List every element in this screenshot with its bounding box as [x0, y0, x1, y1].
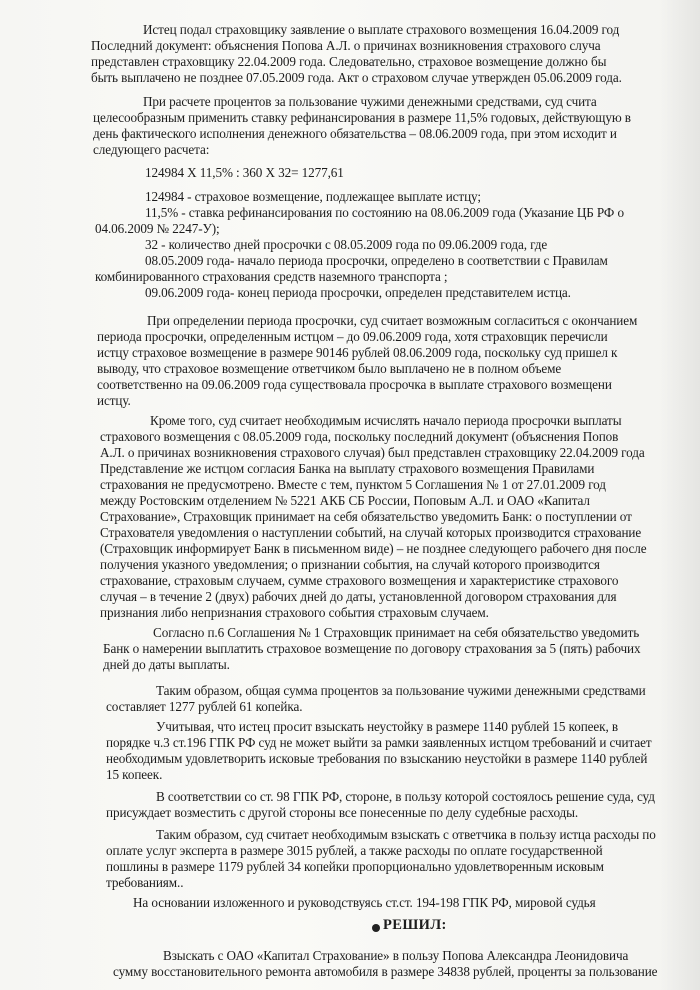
- text-line: оплате услуг эксперта в размере 3015 рублей, а также расходы по оплате государственной: [106, 843, 603, 858]
- text-line: 04.06.2009 № 2247-У);: [95, 221, 220, 236]
- text-line: случая – в течение 2 (двух) рабочих дней до даты, установленной договором страхования для: [100, 589, 617, 604]
- text-line: Согласно п.6 Соглашения № 1 Страховщик принимает на себя обязательство уведомить: [153, 625, 640, 640]
- text-line: дней до даты выплаты.: [103, 657, 230, 672]
- decision-heading: РЕШИЛ:: [383, 917, 447, 933]
- text-line: составляет 1277 рублей 61 копейка.: [106, 699, 303, 714]
- text-line: пошлины в размере 1179 рублей 34 копейки пропорционально удовлетворенным исковым: [106, 859, 604, 874]
- text-line: 124984 - страховое возмещение, подлежащее выплате истцу;: [145, 189, 481, 204]
- text-line: выводу, что страховое возмещение ответчиком было выплачено не в полном объеме: [97, 361, 562, 376]
- text-line: истцу страховое возмещение в размере 90146 рублей 08.06.2009 года, поскольку суд пришел к: [97, 345, 618, 360]
- text-line: страхования не предусмотрено. Вместе с тем, пунктом 5 Соглашения № 1 от 27.01.2009 год: [100, 477, 606, 492]
- text-line: 11,5% - ставка рефинансирования по состоянию на 08.06.2009 года (Указание ЦБ РФ о: [145, 205, 624, 220]
- text-line: страхового возмещения с 08.05.2009 года, поскольку последний документ (объяснения Попов: [100, 429, 619, 444]
- text-line: день фактического исполнения денежного обязательства – 08.06.2009 года, при этом исходит и: [93, 126, 617, 141]
- text-line: 32 - количество дней просрочки с 08.05.2009 года по 09.06.2009 года, где: [145, 237, 548, 252]
- text-line: (Страховщик информирует Банк в письменном виде) – не позднее следующего рабочего дня после: [100, 541, 647, 556]
- text-line: При определении периода просрочки, суд считает возможным согласиться с окончанием: [147, 313, 638, 328]
- text-line: 09.06.2009 года- конец периода просрочки, определен представителем истца.: [145, 285, 571, 300]
- text-line: Кроме того, суд считает необходимым исчислять начало периода просрочки выплаты: [150, 413, 622, 428]
- text-line: 08.05.2009 года- начало периода просрочки, определено в соответствии с Правилам: [145, 253, 608, 268]
- text-line: 15 копеек.: [106, 767, 163, 782]
- text-line: целесообразным применить ставку рефинансирования в размере 11,5% годовых, действующую в: [93, 110, 631, 125]
- text-line: следующего расчета:: [93, 142, 210, 157]
- text-line: При расчете процентов за пользование чужими денежными средствами, суд счита: [143, 94, 597, 109]
- text-line: периода просрочки, определенным истцом – до 09.06.2009 года, хотя страховщик перечисли: [97, 329, 608, 344]
- text-line: присуждает возместить с другой стороны все понесенные по делу судебные расходы.: [106, 805, 579, 820]
- text-line: Таким образом, общая сумма процентов за пользование чужими денежными средствами: [156, 683, 646, 698]
- text-line: сумму восстановительного ремонта автомобиля в размере 34838 рублей, проценты за пользование: [113, 964, 658, 979]
- text-line: Представление же истцом согласия Банка на выплату страхового возмещения Правилами: [100, 461, 595, 476]
- text-line: представлен страховщику 22.04.2009 года. Следовательно, страховое возмещение должно бы: [91, 54, 607, 69]
- text-line: В соответствии со ст. 98 ГПК РФ, стороне, в пользу которой состоялось решение суда, суд: [156, 789, 655, 804]
- text-line: соответственно на 09.06.2009 года существовала просрочка в выплате страхового возмещени: [97, 377, 612, 392]
- text-line: Страхование», Страховщик принимает на себя обязательство уведомить Банк: о поступлении от: [100, 509, 632, 524]
- text-line: между Ростовским отделением № 5221 АКБ СБ России, Поповым А.Л. и ОАО «Капитал: [100, 493, 590, 508]
- text-line: Учитывая, что истец просит взыскать неустойку в размере 1140 рублей 15 копеек, в: [156, 719, 619, 734]
- text-line: Истец подал страховщику заявление о выплате страхового возмещения 16.04.2009 год: [143, 22, 620, 37]
- text-line: порядке ч.3 ст.196 ГПК РФ суд не может выйти за рамки заявленных истцом требований и считает: [106, 735, 652, 750]
- calculation-formula: 124984 Х 11,5% : 360 Х 32= 1277,61: [145, 165, 344, 180]
- text-line: Банк о намерении выплатить страховое возмещение по договору страхования за 5 (пять) рабочих: [103, 641, 641, 656]
- text-line: На основании изложенного и руководствуясь ст.ст. 194-198 ГПК РФ, мировой судья: [133, 895, 596, 910]
- text-line: Страхователя уведомления о наступлении событий, на случай которых производится страхование: [100, 525, 642, 540]
- text-line: Взыскать с ОАО «Капитал Страхование» в пользу Попова Александра Леонидовича: [163, 948, 629, 963]
- text-line: страхование, страховым случаем, сумме страхового возмещения и характеристике страхового: [100, 573, 619, 588]
- text-line: требованиям..: [106, 875, 184, 890]
- text-line: получения указного уведомления; о признании события, на случай которого производится: [100, 557, 600, 572]
- text-line: комбинированного страхования средств наземного транспорта ;: [95, 269, 448, 284]
- text-line: истцу.: [97, 393, 131, 408]
- text-line: необходимым удовлетворить исковые требования по взысканию неустойки в размере 1140 рублей: [106, 751, 648, 766]
- text-line: А.Л. о причинах возникновения страхового случая) был представлен страховщику 22.04.2009 года: [100, 445, 645, 460]
- text-line: Последний документ: объяснения Попова А.Л. о причинах возникновения страхового случа: [91, 38, 601, 53]
- text-line: быть выплачено не позднее 07.05.2009 года. Акт о страховом случае утвержден 05.06.2009 года.: [91, 70, 622, 85]
- text-line: Таким образом, суд считает необходимым взыскать с ответчика в пользу истца расходы по: [156, 827, 656, 842]
- text-line: признания либо непризнания страхового события страховым случаем.: [100, 605, 489, 620]
